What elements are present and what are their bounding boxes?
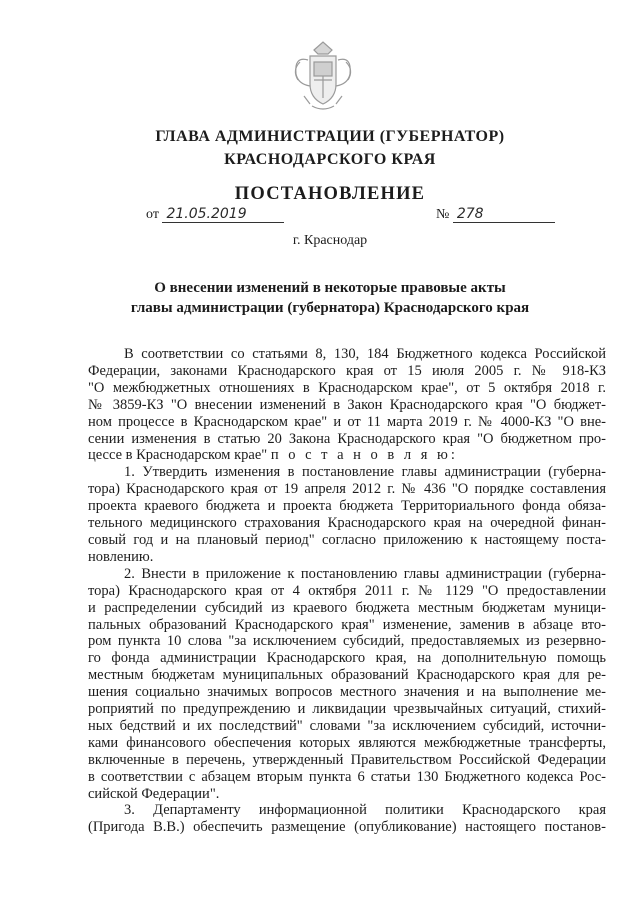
body-line: новлению. [88,548,154,565]
subject-line1: О внесении изменений в некоторые правовые акты [154,280,506,296]
body-line: шения социально значимых вопросов местного значения и на выполнение ме- [88,684,606,701]
body-line: местным бюджетам муниципальных образований Краснодарского края для ре- [88,667,606,684]
body-line: В соответствии со статьями 8, 130, 184 Бюджетного кодекса Российской [124,346,606,362]
subject-line2: главы администрации (губернатора) Краснодарского края [130,300,530,316]
body-line: Федерации, законами Краснодарского края от 15 июля 2005 г. № 918-КЗ [88,362,606,379]
document-subject [0,278,640,318]
body-line: проекта краевого бюджета и проекта бюджета Территориального фонда обяза- [88,498,606,515]
number-prefix: № [436,207,450,222]
authority-title-line1: ГЛАВА АДМИНИСТРАЦИИ (ГУБЕРНАТОР) [155,128,505,145]
body-line: тора) Краснодарского края от 19 апреля 2012 г. № 436 "О порядке составления [88,481,606,498]
body-line: го фонда администрации Краснодарского края, на дополнительную помощь [88,650,606,667]
body-line: и распределении субсидий из краевого бюджета местным бюджетам муници- [88,599,606,616]
body-line-resolve: цессе в Краснодарском крае" п о с т а н о в л я ю: [88,447,458,464]
body-line: сении изменения в статью 20 Закона Краснодарского края "О бюджетном про- [88,430,606,447]
body-line: тора) Краснодарского края от 4 октября 2011 г. № 1129 "О предоставлении [88,582,606,599]
resolve-word: п о с т а н о в л я ю: [270,447,458,464]
body-line: ками финансового обеспечения которых являются межбюджетные трансферты, [88,734,606,751]
document-type-title: ПОСТАНОВЛЕНИЕ [234,184,426,204]
body-line: № 3859-КЗ "О внесении изменений в Закон Краснодарского края "О бюджет- [88,396,606,413]
body-line: ром пункта 10 слова "за исключением субсидий, предоставляемых из резервно- [88,633,606,650]
body-line: 2. Внести в приложение к постановлению главы администрации (губерна- [124,565,606,582]
date-prefix: от [146,207,159,222]
date-value: 21.05.2019 [162,206,284,223]
body-line: (Пригода В.В.) обеспечить размещение (опубликование) настоящего постанов- [88,819,606,836]
body-line: совый год и на плановый период" согласно приложению к настоящему поста- [88,531,606,548]
coat-of-arms-emblem [290,40,356,112]
body-line: пальных образований Краснодарского края" изменение, заменив в абзаце вто- [88,616,606,633]
date-field [146,206,284,223]
number-value: 278 [453,206,555,223]
body-line: сийской Федерации". [88,785,220,802]
body-line: "О межбюджетных отношениях в Краснодарском крае", от 5 октября 2018 г. [88,379,606,396]
document-body [88,346,606,836]
body-line: ных бедствий и их последствий" словами "за исключением субсидий, источни- [88,717,606,734]
authority-title-line2: КРАСНОДАРСКОГО КРАЯ [224,151,436,168]
number-field [436,206,555,223]
body-line: тельного медицинского страхования Краснодарского края на очередной финан- [88,515,606,532]
body-line: включенные в перечень, утвержденный Правительством Российской Федерации [88,751,606,768]
body-line: 3. Департаменту информационной политики Краснодарского края [124,802,606,819]
body-line: 1. Утвердить изменения в постановление главы администрации (губерна- [124,464,606,481]
body-line: роприятий по предупреждению и ликвидации чрезвычайных ситуаций, стихий- [88,701,606,718]
body-line: ном процессе в Краснодарском крае" и от 11 марта 2019 г. № 4000-КЗ "О вне- [88,413,606,430]
city-line: г. Краснодар [292,233,368,248]
body-line: в соответствии с абзацем вторым пункта 6 статьи 130 Бюджетного кодекса Рос- [88,768,606,785]
